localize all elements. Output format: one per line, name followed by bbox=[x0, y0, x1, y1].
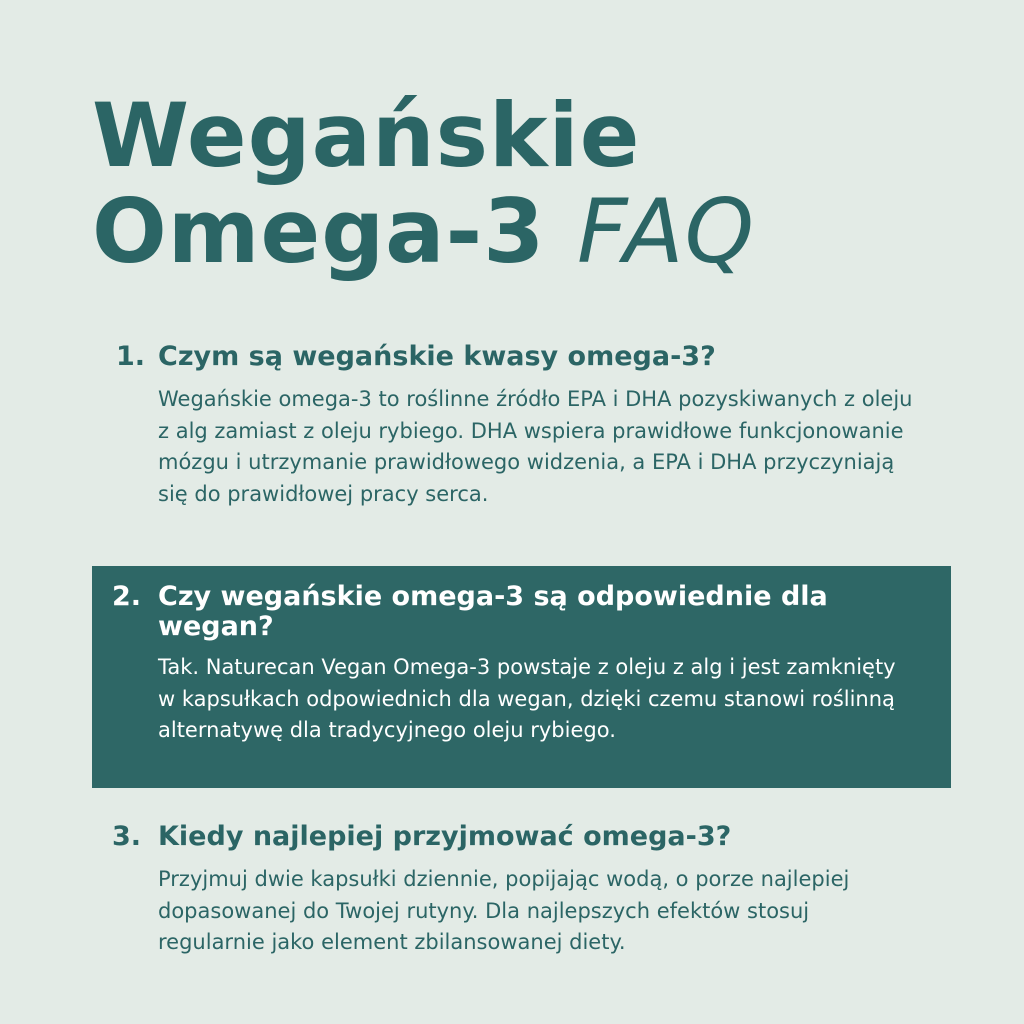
page-title bbox=[92, 84, 755, 283]
faq-number: 1. bbox=[116, 341, 146, 372]
title-line-1: Wegańskie bbox=[92, 84, 641, 187]
faq-answer: Wegańskie omega-3 to roślinne źródło EPA i DHA pozyskiwanych z oleju z alg zamiast z oleju rybiego. DHA wspiera prawidłowe funkcjonowanie mózgu i utrzymanie prawidłowego widzenia, a EPA i DHA przyczyniają się do prawidłowej pracy serca. bbox=[158, 387, 913, 506]
title-omega: Omega-3 bbox=[92, 180, 546, 283]
faq-number: 2. bbox=[112, 581, 142, 612]
faq-question: Czy wegańskie omega-3 są odpowiednie dla wegan? bbox=[158, 581, 828, 642]
faq-answer: Tak. Naturecan Vegan Omega-3 powstaje z oleju z alg i jest zamknięty w kapsułkach odpowiednich dla wegan, dzięki czemu stanowi roślinną alternatywę dla tradycyjnego oleju rybiego. bbox=[158, 655, 896, 742]
faq-question: Kiedy najlepiej przyjmować omega-3? bbox=[158, 821, 732, 852]
faq-answer: Przyjmuj dwie kapsułki dziennie, popijając wodą, o porze najlepiej dopasowanej do Twojej rutyny. Dla najlepszych efektów stosuj regularnie jako element zbilansowanej diety. bbox=[158, 867, 850, 954]
faq-question: Czym są wegańskie kwasy omega-3? bbox=[158, 341, 716, 372]
faq-number: 3. bbox=[112, 821, 142, 852]
title-line-2 bbox=[92, 180, 755, 283]
title-faq: FAQ bbox=[576, 180, 755, 283]
